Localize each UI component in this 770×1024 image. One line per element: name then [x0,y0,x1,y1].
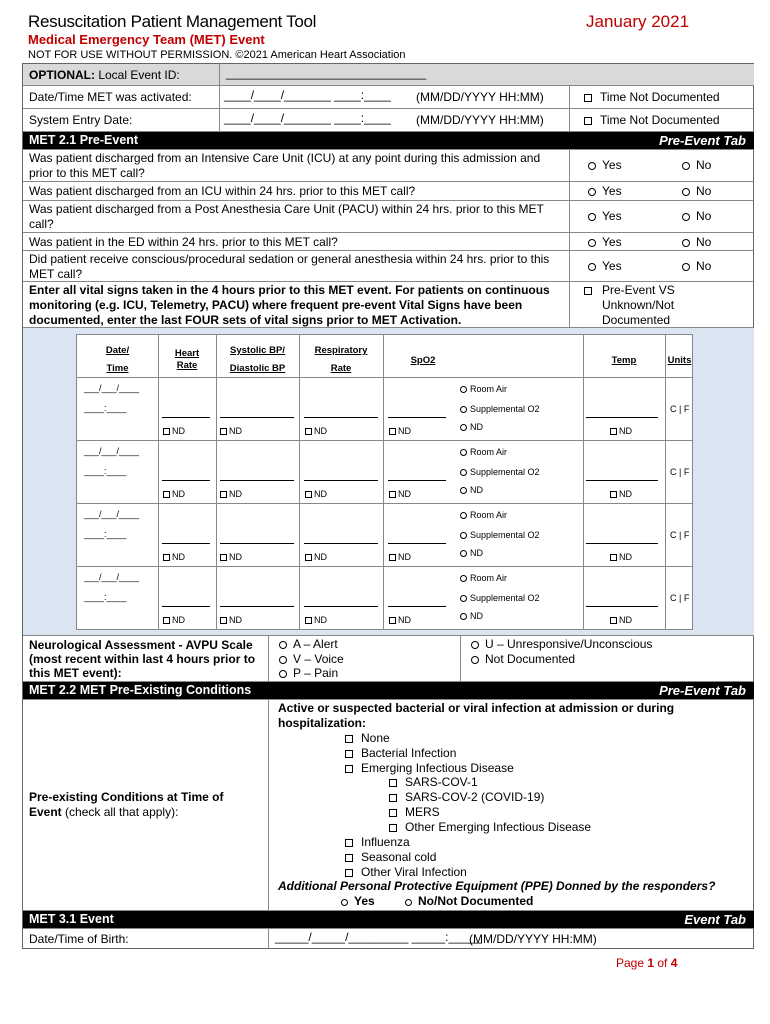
temp-units-toggle[interactable]: C | F [670,467,690,477]
yes-label: Yes [602,158,622,172]
vitals-instruction-row [23,282,754,328]
system-entry-input[interactable]: ____/____/_______ ____:____ [224,111,391,125]
heart-rate-input[interactable] [162,605,210,607]
nd-label: ND [229,615,242,625]
not-documented-checkbox[interactable] [220,554,227,561]
vital-time-input[interactable]: ____:____ [84,529,127,539]
no-radio[interactable] [682,162,690,170]
question-text: Did patient receive conscious/procedural sedation or general anesthesia within 24 hrs. prior to this MET call? [29,252,550,281]
room-air-radio[interactable] [460,512,467,519]
not-documented-checkbox[interactable] [220,617,227,624]
pre-event-vs-checkbox[interactable] [584,287,592,295]
resp-rate-input[interactable] [304,542,378,544]
temp-input[interactable] [586,416,658,418]
no-radio[interactable] [682,213,690,221]
question-row [23,182,754,201]
not-documented-checkbox[interactable] [163,617,170,624]
ppe-no-radio[interactable] [405,899,412,906]
resp-rate-input[interactable] [304,416,378,418]
optional-label: OPTIONAL: [29,68,95,82]
nd-label: ND [619,426,632,436]
question-text: Was patient discharged from an Intensive Care Unit (ICU) at any point during this admission and prior to this MET call? [29,151,541,180]
bacterial-infection-label: Bacterial Infection [361,746,457,760]
temp-input[interactable] [586,542,658,544]
not-documented-checkbox[interactable] [610,491,617,498]
ppe-question: Additional Personal Protective Equipment (PPE) Donned by the responders? [278,879,716,893]
no-radio[interactable] [682,239,690,247]
dob-input[interactable]: _____/_____/_________ _____:_____ [275,930,482,944]
time-not-documented-checkbox[interactable] [584,94,592,102]
yes-label: Yes [602,235,622,249]
other-viral-label: Other Viral Infection [361,865,467,879]
ppe-yes-label: Yes [354,894,375,908]
vital-date-input[interactable]: ___/___/____ [84,509,140,519]
pre-existing-label-bold: Pre-existing Conditions at Time of Event [29,790,224,819]
temp-units-toggle[interactable]: C | F [670,404,690,414]
avpu-not-documented-label: Not Documented [485,651,576,666]
page-number [616,956,677,970]
avpu-unresponsive-radio[interactable] [471,641,479,649]
nd-label: ND [619,615,632,625]
temp-input[interactable] [586,605,658,607]
room-air-radio[interactable] [460,449,467,456]
room-air-label: Room Air [470,447,508,457]
mers-label: MERS [405,805,440,819]
met-activated-input[interactable]: ____/____/_______ ____:____ [224,88,391,102]
question-row [23,233,754,251]
neuro-label: Neurological Assessment - AVPU Scale (most recent within last 4 hours prior to this MET event): [29,638,256,680]
date-of-birth-row [23,929,754,949]
form-subtitle: Medical Emergency Team (MET) Event [28,32,265,47]
no-label: No [696,184,712,198]
nd-label: ND [314,426,327,436]
page-prefix: Page [616,956,648,970]
document-date: January 2021 [586,12,690,31]
vital-time-input[interactable]: ____:____ [84,466,127,476]
avpu-pain-label: P – Pain [293,666,339,680]
question-row [23,201,754,233]
seasonal-cold-label: Seasonal cold [361,850,437,864]
supplemental-o2-label: Supplemental O2 [470,593,540,603]
header-diastolic: Diastolic BP [229,363,286,374]
not-documented-checkbox[interactable] [163,554,170,561]
not-documented-checkbox[interactable] [305,554,312,561]
supplemental-o2-radio[interactable] [460,532,467,539]
spo2-nd-label: ND [470,485,483,495]
avpu-not-documented-radio[interactable] [471,656,479,664]
resp-rate-input[interactable] [304,605,378,607]
none-checkbox[interactable] [345,735,353,743]
vital-time-input[interactable]: ____:____ [84,592,127,602]
page-total: 4 [670,956,678,970]
temp-units-toggle[interactable]: C | F [670,530,690,540]
spo2-nd-label: ND [470,422,483,432]
nd-label: ND [398,552,411,562]
nd-label: ND [172,552,185,562]
met-activated-label: Date/Time MET was activated: [29,90,192,104]
header-time: Time [106,363,129,374]
room-air-label: Room Air [470,573,508,583]
yes-radio[interactable] [588,239,596,247]
resp-rate-input[interactable] [304,479,378,481]
not-documented-checkbox[interactable] [220,491,227,498]
ppe-no-label: No/Not Documented [418,894,534,908]
nd-label: ND [619,552,632,562]
influenza-checkbox[interactable] [345,839,353,847]
room-air-label: Room Air [470,384,508,394]
question-text: Was patient discharged from a Post Anesthesia Care Unit (PACU) within 24 hrs. prior to this MET call? [29,202,544,231]
not-documented-checkbox[interactable] [610,554,617,561]
avpu-voice-label: V – Voice [293,651,344,666]
no-label: No [696,235,712,249]
question-row [23,150,754,182]
other-viral-checkbox[interactable] [345,869,353,877]
copyright-notice: NOT FOR USE WITHOUT PERMISSION. ©2021 American Heart Association [28,49,406,61]
temp-units-toggle[interactable]: C | F [670,593,690,603]
yes-label: Yes [602,259,622,273]
pre-existing-label [29,790,249,820]
yes-radio[interactable] [588,162,596,170]
pre-existing-label-rest: (check all that apply): [61,805,179,819]
nd-label: ND [314,489,327,499]
other-emerging-label: Other Emerging Infectious Disease [405,820,592,834]
supplemental-o2-radio[interactable] [460,406,467,413]
nd-label: ND [619,489,632,499]
not-documented-checkbox[interactable] [610,617,617,624]
heart-rate-input[interactable] [162,416,210,418]
spo2-input[interactable] [388,605,446,607]
no-label: No [696,209,712,223]
nd-label: ND [314,615,327,625]
not-documented-checkbox[interactable] [389,428,396,435]
met-activated-row [23,86,754,109]
section-met-2-1-header [23,132,754,150]
blood-pressure-input[interactable] [220,479,294,481]
yes-label: Yes [602,209,622,223]
spo2-nd-radio[interactable] [460,550,467,557]
sars-cov-2-checkbox[interactable] [389,794,397,802]
sars-cov-2-label: SARS-COV-2 (COVID-19) [405,790,545,804]
emerging-infectious-label: Emerging Infectious Disease [361,761,514,775]
header-date: Date/ [105,345,130,356]
none-label: None [361,731,390,745]
heart-rate-input[interactable] [162,479,210,481]
blood-pressure-input[interactable] [220,605,294,607]
nd-label: ND [172,426,185,436]
vital-date-input[interactable]: ___/___/____ [84,572,140,582]
optional-event-row [23,64,754,86]
yes-radio[interactable] [588,213,596,221]
yes-radio[interactable] [588,263,596,271]
avpu-voice-radio[interactable] [279,656,287,664]
bacterial-infection-checkbox[interactable] [345,750,353,758]
no-label: No [696,158,712,172]
vital-signs-table [76,334,693,630]
section-title: MET 3.1 Event [29,912,114,926]
supplemental-o2-label: Supplemental O2 [470,467,540,477]
not-documented-checkbox[interactable] [163,491,170,498]
header-resp: Respiratory [314,345,368,356]
spo2-nd-label: ND [470,548,483,558]
room-air-radio[interactable] [460,386,467,393]
supplemental-o2-radio[interactable] [460,595,467,602]
not-documented-checkbox[interactable] [389,554,396,561]
yes-radio[interactable] [588,188,596,196]
nd-label: ND [229,489,242,499]
section-met-3-1-header [23,911,754,929]
system-entry-label: System Entry Date: [29,113,133,127]
header-units: Units [667,355,692,366]
spo2-nd-radio[interactable] [460,424,467,431]
spo2-nd-label: ND [470,611,483,621]
no-radio[interactable] [682,188,690,196]
nd-label: ND [229,426,242,436]
avpu-alert-label: A – Alert [293,637,338,651]
section-title: MET 2.1 Pre-Event [29,133,139,147]
pre-existing-conditions-row [23,700,754,911]
no-label: No [696,259,712,273]
local-event-input[interactable]: ______________________________ [226,66,427,80]
datetime-format-hint: (MM/DD/YYYY HH:MM) [416,90,544,104]
page-of: of [654,956,671,970]
avpu-pain-radio[interactable] [279,670,287,678]
question-text: Was patient discharged from an ICU within 24 hrs. prior to this MET call? [29,184,416,198]
supplemental-o2-label: Supplemental O2 [470,530,540,540]
temp-input[interactable] [586,479,658,481]
section-tab-label: Event Tab [684,912,746,927]
other-emerging-checkbox[interactable] [389,824,397,832]
ppe-yes-radio[interactable] [341,899,348,906]
time-not-documented-label: Time Not Documented [600,90,720,104]
neuro-assessment-row [23,636,754,682]
section-met-2-2-header [23,682,754,700]
nd-label: ND [229,552,242,562]
spo2-input[interactable] [388,542,446,544]
section-tab-label: Pre-Event Tab [659,683,746,698]
nd-label: ND [314,552,327,562]
no-radio[interactable] [682,263,690,271]
seasonal-cold-checkbox[interactable] [345,854,353,862]
vital-time-input[interactable]: ____:____ [84,403,127,413]
datetime-format-hint: (MM/DD/YYYY HH:MM) [416,113,544,127]
not-documented-checkbox[interactable] [389,617,396,624]
header-spo2: SpO2 [410,355,436,366]
section-title: MET 2.2 MET Pre-Existing Conditions [29,683,252,697]
local-event-label: Local Event ID: [95,68,180,82]
header-temp: Temp [611,355,637,366]
avpu-alert-radio[interactable] [279,641,287,649]
sars-cov-1-checkbox[interactable] [389,779,397,787]
vitals-instruction: Enter all vital signs taken in the 4 hours prior to this MET event. For patients on continuous monitoring (e.g. ICU, Telemetry, PACU) where frequent pre-event Vital Signs have been documented, enter the last FOUR sets of vital signs prior to MET Activation. [29,283,550,327]
spo2-nd-radio[interactable] [460,487,467,494]
avpu-unresponsive-label: U – Unresponsive/Unconscious [485,637,653,651]
page-current: 1 [647,956,655,970]
room-air-label: Room Air [470,510,508,520]
mers-checkbox[interactable] [389,809,397,817]
nd-label: ND [398,426,411,436]
heart-rate-input[interactable] [162,542,210,544]
yes-label: Yes [602,184,622,198]
sars-cov-1-label: SARS-COV-1 [405,775,478,789]
dob-label: Date/Time of Birth: [29,932,129,946]
not-documented-checkbox[interactable] [389,491,396,498]
nd-label: ND [172,489,185,499]
dob-format-hint: (MM/DD/YYYY HH:MM) [469,932,597,946]
section-tab-label: Pre-Event Tab [659,133,746,148]
supplemental-o2-label: Supplemental O2 [470,404,540,414]
vital-date-input[interactable]: ___/___/____ [84,383,140,393]
infection-heading: Active or suspected bacterial or viral infection at admission or during hospitalization: [278,701,675,730]
not-documented-checkbox[interactable] [610,428,617,435]
supplemental-o2-radio[interactable] [460,469,467,476]
not-documented-checkbox[interactable] [305,617,312,624]
question-text: Was patient in the ED within 24 hrs. prior to this MET call? [29,235,338,249]
emerging-infectious-checkbox[interactable] [345,765,353,773]
not-documented-checkbox[interactable] [163,428,170,435]
spo2-input[interactable] [388,416,446,418]
room-air-radio[interactable] [460,575,467,582]
spo2-nd-radio[interactable] [460,613,467,620]
header-systolic: Systolic BP/ [230,345,285,356]
nd-label: ND [398,489,411,499]
question-row [23,251,754,282]
influenza-label: Influenza [361,835,410,849]
pre-event-vs-label: Pre-Event VS Unknown/Not Documented [602,283,675,327]
spo2-input[interactable] [388,479,446,481]
header-heart-rate: Heart Rate [174,348,200,371]
blood-pressure-input[interactable] [220,416,294,418]
not-documented-checkbox[interactable] [305,428,312,435]
system-entry-row [23,109,754,132]
blood-pressure-input[interactable] [220,542,294,544]
header-resp-rate: Rate [330,363,352,374]
vital-date-input[interactable]: ___/___/____ [84,446,140,456]
not-documented-checkbox[interactable] [220,428,227,435]
time-not-documented-checkbox[interactable] [584,117,592,125]
document-title: Resuscitation Patient Management Tool [28,12,317,31]
nd-label: ND [172,615,185,625]
nd-label: ND [398,615,411,625]
time-not-documented-label: Time Not Documented [600,113,720,127]
not-documented-checkbox[interactable] [305,491,312,498]
